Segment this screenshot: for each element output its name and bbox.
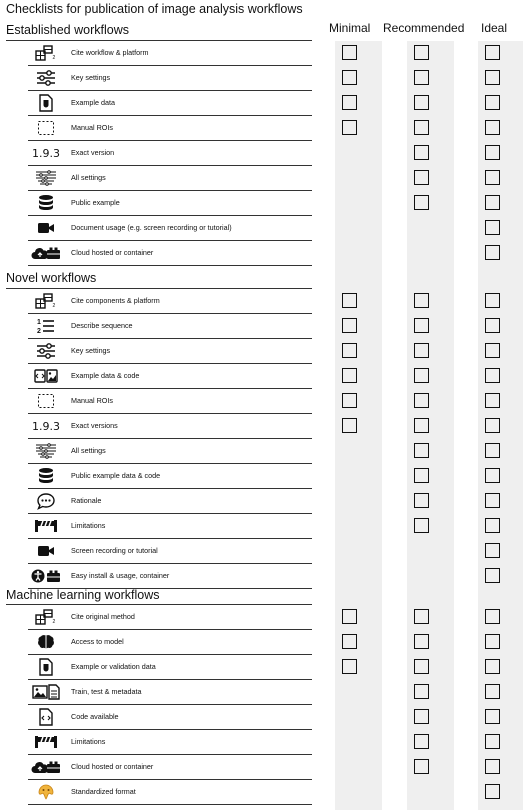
checklist-row xyxy=(28,314,312,339)
checklist-item-label: Code available xyxy=(71,712,119,721)
checkbox-recommended[interactable] xyxy=(414,684,429,699)
checklist-row xyxy=(28,389,312,414)
checkbox-ideal[interactable] xyxy=(485,543,500,558)
checkbox-minimal[interactable] xyxy=(342,45,357,60)
checklist-row xyxy=(28,655,312,680)
checkbox-ideal[interactable] xyxy=(485,293,500,308)
checklist-row xyxy=(28,705,312,730)
checklist-item-label: Cloud hosted or container xyxy=(71,248,154,257)
barrier-icon xyxy=(28,515,64,537)
checkbox-minimal[interactable] xyxy=(342,293,357,308)
checkbox-recommended[interactable] xyxy=(414,709,429,724)
cloud-container-icon xyxy=(28,756,64,778)
checklist-item-label: Train, test & metadata xyxy=(71,687,142,696)
svg-text:1: 1 xyxy=(37,319,41,326)
checklist-item-label: Document usage (e.g. screen recording or tutorial) xyxy=(71,223,232,232)
checklist-item-label: Key settings xyxy=(71,346,111,355)
version-number-text: 1.9.3 xyxy=(32,146,60,160)
checklist-row xyxy=(28,489,312,514)
checkbox-ideal[interactable] xyxy=(485,734,500,749)
checklist-row xyxy=(28,439,312,464)
barrier-icon xyxy=(28,731,64,753)
checklist-item-label: All settings xyxy=(71,173,106,182)
video-camera-icon xyxy=(28,217,64,239)
checkbox-ideal[interactable] xyxy=(485,568,500,583)
all-settings-icon xyxy=(28,167,64,189)
checklist-row xyxy=(28,166,312,191)
checkbox-recommended[interactable] xyxy=(414,170,429,185)
image-document-icon xyxy=(28,681,64,703)
sliders-icon xyxy=(28,340,64,362)
cite-icon xyxy=(28,606,64,628)
checkbox-ideal[interactable] xyxy=(485,245,500,260)
checkbox-ideal[interactable] xyxy=(485,634,500,649)
svg-text:2: 2 xyxy=(52,303,56,309)
checkbox-recommended[interactable] xyxy=(414,318,429,333)
checkbox-recommended[interactable] xyxy=(414,443,429,458)
section-heading: Machine learning workflows xyxy=(6,588,160,602)
checkbox-ideal[interactable] xyxy=(485,145,500,160)
checkbox-ideal[interactable] xyxy=(485,759,500,774)
section-heading: Established workflows xyxy=(6,23,129,37)
checklist-item-label: Example or validation data xyxy=(71,662,156,671)
checklist-item-label: Example data & code xyxy=(71,371,140,380)
checkbox-ideal[interactable] xyxy=(485,343,500,358)
speech-bubble-icon xyxy=(28,490,64,512)
checkbox-minimal[interactable] xyxy=(342,368,357,383)
roi-selection-icon xyxy=(28,117,64,139)
page-title: Checklists for publication of image analysis workflows xyxy=(6,2,303,16)
checkbox-minimal[interactable] xyxy=(342,95,357,110)
checkbox-recommended[interactable] xyxy=(414,70,429,85)
version-number-icon xyxy=(28,415,64,437)
checklist-row xyxy=(28,780,312,805)
checkbox-ideal[interactable] xyxy=(485,443,500,458)
roi-selection-icon xyxy=(28,390,64,412)
checklist-item-label: Cite original method xyxy=(71,612,135,621)
checkbox-recommended[interactable] xyxy=(414,493,429,508)
checkbox-ideal[interactable] xyxy=(485,220,500,235)
checklist-item-label: Public example xyxy=(71,198,120,207)
checklist-item-label: Public example data & code xyxy=(71,471,161,480)
checkbox-ideal[interactable] xyxy=(485,318,500,333)
checklist-row xyxy=(28,464,312,489)
code-image-icon xyxy=(28,365,64,387)
checkbox-ideal[interactable] xyxy=(485,684,500,699)
data-file-icon xyxy=(28,92,64,114)
checklist-item-label: Manual ROIs xyxy=(71,123,113,132)
cite-icon xyxy=(28,290,64,312)
checkbox-minimal[interactable] xyxy=(342,343,357,358)
checkbox-ideal[interactable] xyxy=(485,709,500,724)
checklist-item-label: Describe sequence xyxy=(71,321,133,330)
checkbox-recommended[interactable] xyxy=(414,343,429,358)
checklist-row xyxy=(28,339,312,364)
checkbox-recommended[interactable] xyxy=(414,418,429,433)
numbered-list-icon xyxy=(28,315,64,337)
checkbox-minimal[interactable] xyxy=(342,393,357,408)
checklist-row xyxy=(28,755,312,780)
checklist-row xyxy=(28,289,312,314)
checkbox-recommended[interactable] xyxy=(414,659,429,674)
section-heading: Novel workflows xyxy=(6,271,97,285)
checklist-item-label: Exact versions xyxy=(71,421,118,430)
checkbox-ideal[interactable] xyxy=(485,609,500,624)
bioimage-model-icon xyxy=(28,781,64,803)
checklist-row xyxy=(28,66,312,91)
checklist-item-label: Key settings xyxy=(71,73,111,82)
checklist-item-label: Manual ROIs xyxy=(71,396,113,405)
checkbox-minimal[interactable] xyxy=(342,70,357,85)
checkbox-ideal[interactable] xyxy=(485,368,500,383)
checkbox-ideal[interactable] xyxy=(485,70,500,85)
version-number-text: 1.9.3 xyxy=(32,419,60,433)
checkbox-recommended[interactable] xyxy=(414,95,429,110)
checklist-row xyxy=(28,414,312,439)
brain-icon xyxy=(28,631,64,653)
svg-text:2: 2 xyxy=(52,55,56,61)
checklist-item-label: Cite workflow & platform xyxy=(71,48,149,57)
column-header-minimal: Minimal xyxy=(329,21,371,35)
checklist-item-label: Cloud hosted or container xyxy=(71,762,154,771)
checkbox-recommended[interactable] xyxy=(414,393,429,408)
cite-icon xyxy=(28,42,64,64)
database-icon xyxy=(28,465,64,487)
cloud-container-icon xyxy=(28,242,64,264)
accessibility-container-icon xyxy=(28,565,64,587)
checklist-row xyxy=(28,241,312,266)
all-settings-icon xyxy=(28,440,64,462)
column-header-recommended: Recommended xyxy=(383,21,465,35)
checklist-row xyxy=(28,91,312,116)
checkbox-ideal[interactable] xyxy=(485,418,500,433)
checklist-item-label: Cite components & platform xyxy=(71,296,160,305)
checkbox-recommended[interactable] xyxy=(414,195,429,210)
checkbox-ideal[interactable] xyxy=(485,195,500,210)
column-header-ideal: Ideal xyxy=(481,21,508,35)
checkbox-ideal[interactable] xyxy=(485,493,500,508)
checklist-row xyxy=(28,564,312,589)
sliders-icon xyxy=(28,67,64,89)
svg-text:2: 2 xyxy=(52,619,56,625)
checklist-row xyxy=(28,539,312,564)
checklist-row xyxy=(28,141,312,166)
database-icon xyxy=(28,192,64,214)
checkbox-recommended[interactable] xyxy=(414,634,429,649)
checklist-row xyxy=(28,364,312,389)
code-file-icon xyxy=(28,706,64,728)
video-camera-icon xyxy=(28,540,64,562)
checkbox-recommended[interactable] xyxy=(414,518,429,533)
checklist-item-label: Access to model xyxy=(71,637,124,646)
version-number-icon xyxy=(28,142,64,164)
checkbox-minimal[interactable] xyxy=(342,120,357,135)
checkbox-ideal[interactable] xyxy=(485,95,500,110)
checkbox-ideal[interactable] xyxy=(485,45,500,60)
checklist-row xyxy=(28,605,312,630)
checkbox-minimal[interactable] xyxy=(342,418,357,433)
checkbox-recommended[interactable] xyxy=(414,45,429,60)
checkbox-ideal[interactable] xyxy=(485,170,500,185)
checklist-row xyxy=(28,116,312,141)
checkbox-recommended[interactable] xyxy=(414,734,429,749)
checkbox-minimal[interactable] xyxy=(342,659,357,674)
checkbox-minimal[interactable] xyxy=(342,634,357,649)
checklist-row xyxy=(28,41,312,66)
checkbox-recommended[interactable] xyxy=(414,468,429,483)
checkbox-ideal[interactable] xyxy=(485,393,500,408)
checklist-item-label: Exact version xyxy=(71,148,115,157)
checkbox-recommended[interactable] xyxy=(414,293,429,308)
checkbox-minimal[interactable] xyxy=(342,318,357,333)
checklist-item-label: Limitations xyxy=(71,737,106,746)
checklist-item-label: Screen recording or tutorial xyxy=(71,546,158,555)
checkbox-ideal[interactable] xyxy=(485,468,500,483)
checklist-item-label: All settings xyxy=(71,446,106,455)
checkbox-recommended[interactable] xyxy=(414,368,429,383)
checklist-row xyxy=(28,730,312,755)
checklist-item-label: Standardized format xyxy=(71,787,136,796)
checkbox-ideal[interactable] xyxy=(485,784,500,799)
checklist-item-label: Easy install & usage, container xyxy=(71,571,170,580)
checklist-row xyxy=(28,191,312,216)
checklist-item-label: Example data xyxy=(71,98,115,107)
checkbox-ideal[interactable] xyxy=(485,659,500,674)
checklist-row xyxy=(28,680,312,705)
checkbox-recommended[interactable] xyxy=(414,145,429,160)
checklist-row xyxy=(28,630,312,655)
checkbox-minimal[interactable] xyxy=(342,609,357,624)
checkbox-recommended[interactable] xyxy=(414,120,429,135)
checklist-item-label: Limitations xyxy=(71,521,106,530)
checklist-row xyxy=(28,216,312,241)
checklist-item-label: Rationale xyxy=(71,496,102,505)
data-file-icon xyxy=(28,656,64,678)
checkbox-ideal[interactable] xyxy=(485,120,500,135)
checkbox-recommended[interactable] xyxy=(414,759,429,774)
checkbox-recommended[interactable] xyxy=(414,609,429,624)
checkbox-ideal[interactable] xyxy=(485,518,500,533)
checklist-row xyxy=(28,514,312,539)
svg-text:2: 2 xyxy=(37,328,41,335)
